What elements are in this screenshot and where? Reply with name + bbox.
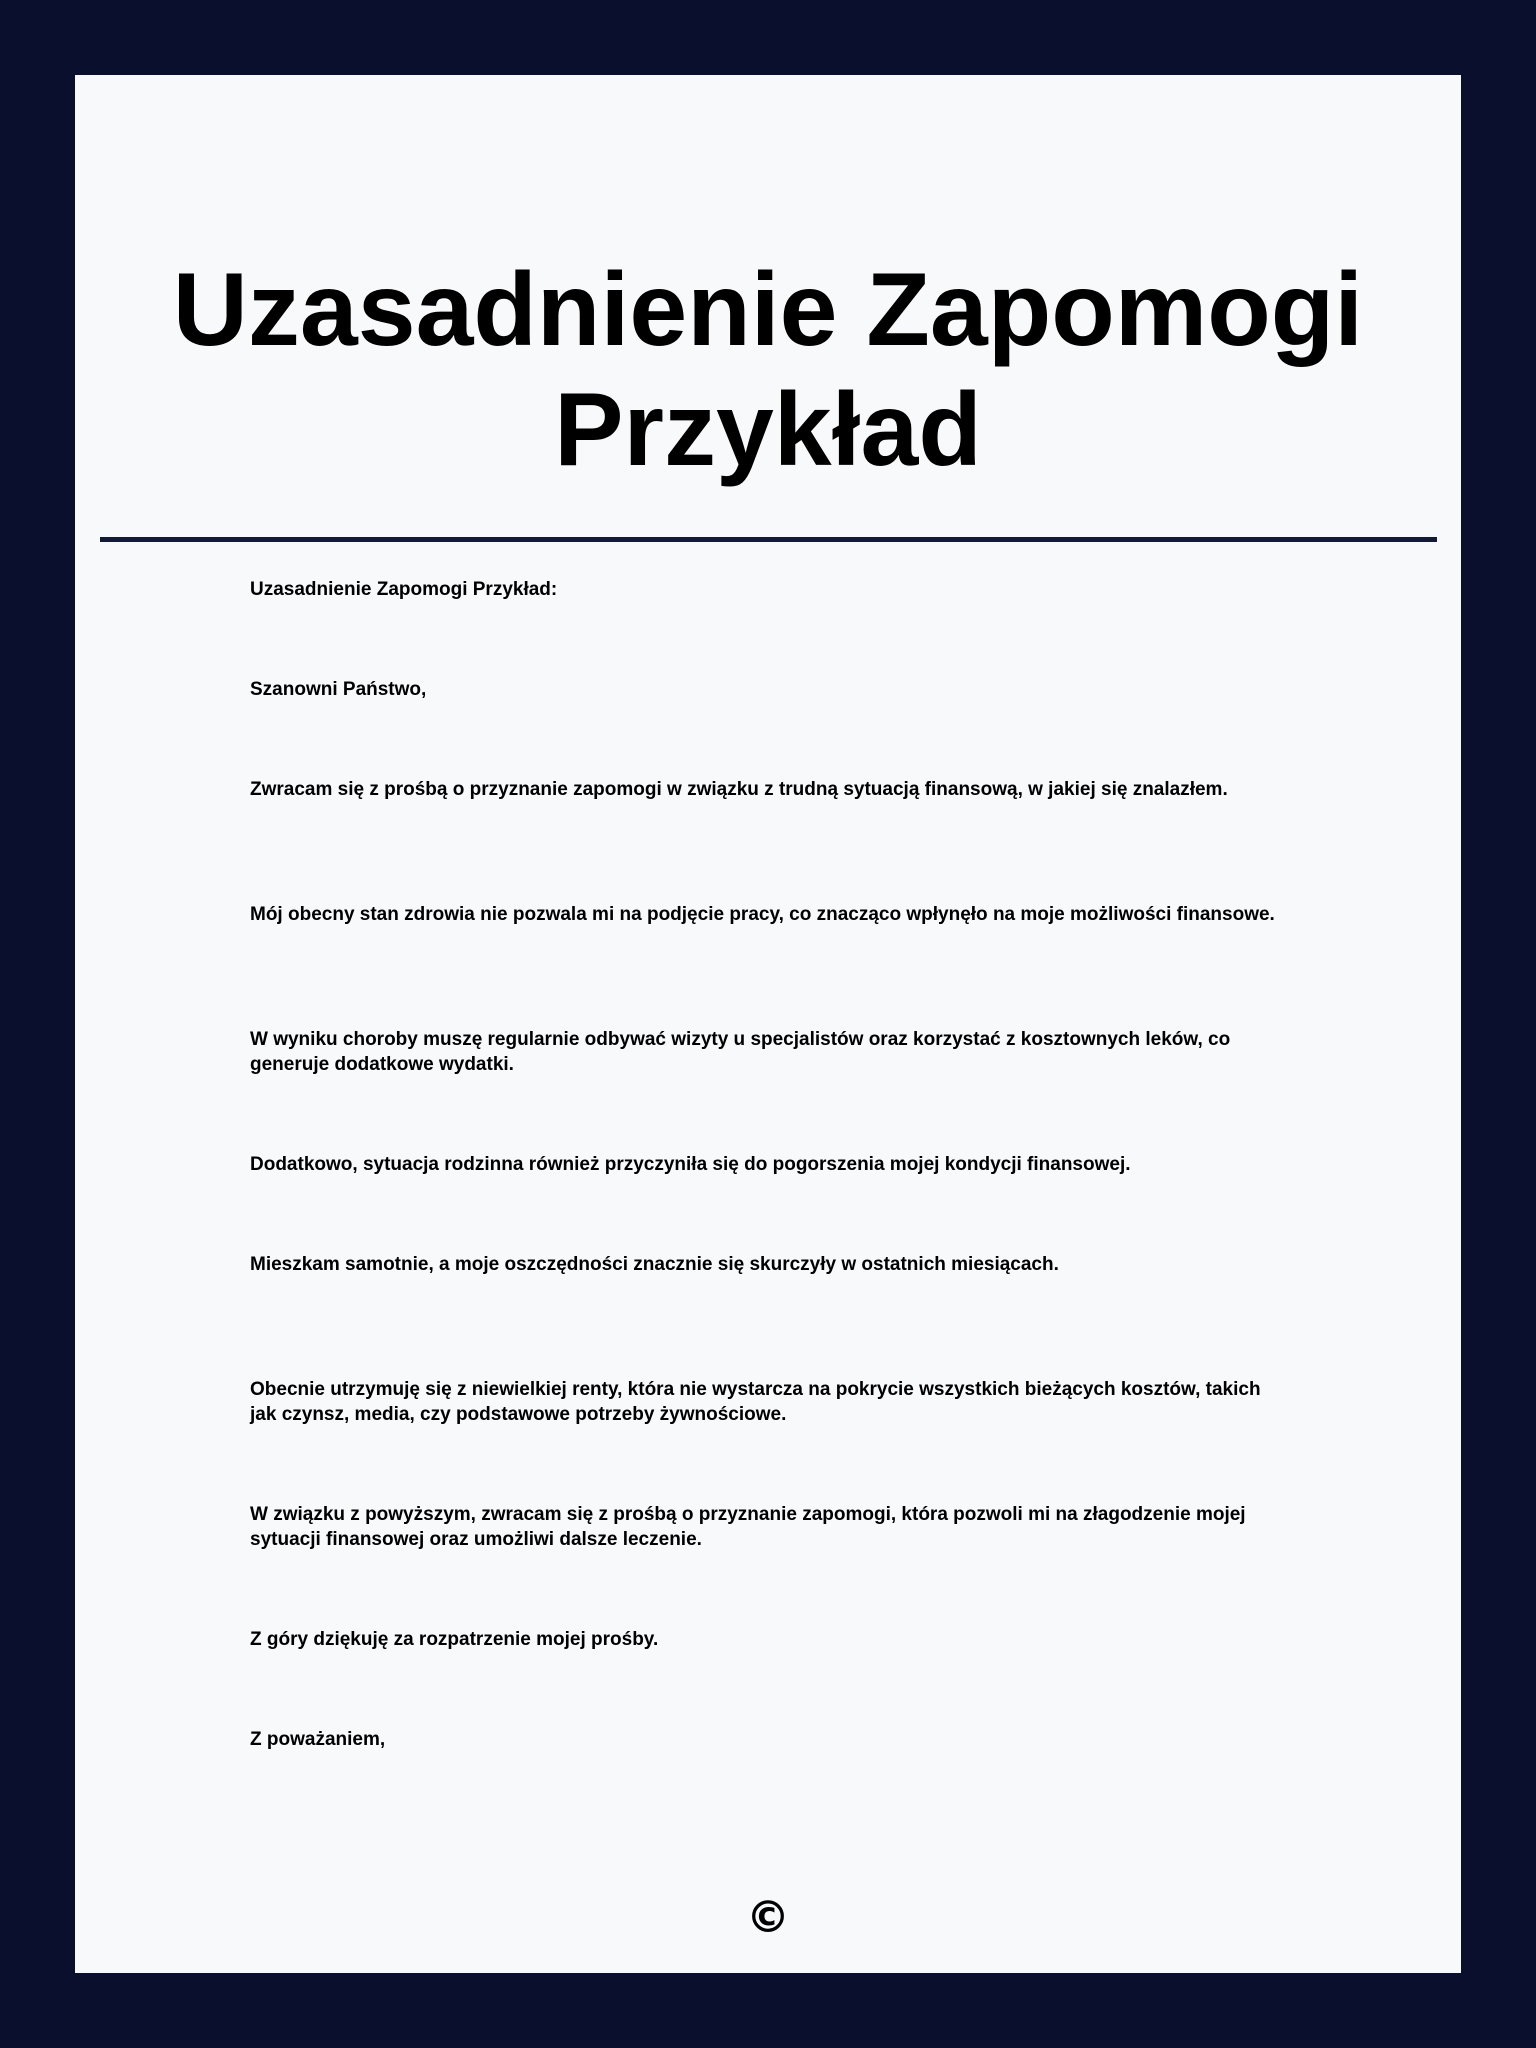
paragraph-closing: Z poważaniem,: [250, 1729, 386, 1750]
paragraph-heading: Uzasadnienie Zapomogi Przykład:: [250, 579, 558, 600]
paragraph-conclusion: W związku z powyższym, zwracam się z prośbą o przyznanie zapomogi, która pozwoli mi na złagodzenie mojej sytuacji finansowej oraz umożliwi dalsze leczenie.: [250, 1504, 1246, 1550]
paragraph-family: Dodatkowo, sytuacja rodzinna również przyczyniła się do pogorszenia mojej kondycji finansowej.: [250, 1154, 1131, 1175]
paragraph-health: Mój obecny stan zdrowia nie pozwala mi na podjęcie pracy, co znacząco wpłynęło na moje możliwości finansowe.: [250, 904, 1275, 925]
paragraph-pension: Obecnie utrzymuję się z niewielkiej renty, która nie wystarcza na pokrycie wszystkich bieżących kosztów, takich jak czynsz, media, czy podstawowe potrzeby żywnościowe.: [250, 1379, 1261, 1425]
title-divider: [100, 537, 1437, 542]
paragraph-savings: Mieszkam samotnie, a moje oszczędności znacznie się skurczyły w ostatnich miesiącach.: [250, 1254, 1059, 1275]
paragraph-request: Zwracam się z prośbą o przyznanie zapomogi w związku z trudną sytuacją finansową, w jakiej się znalazłem.: [250, 779, 1228, 800]
document-title: Uzasadnienie Zapomogi Przykład: [172, 252, 1364, 488]
paragraph-salutation: Szanowni Państwo,: [250, 679, 427, 700]
document-page: [75, 75, 1461, 1973]
paragraph-thanks: Z góry dziękuję za rozpatrzenie mojej prośby.: [250, 1629, 659, 1650]
copyright-icon: ©: [746, 1892, 790, 1943]
paragraph-expenses: W wyniku choroby muszę regularnie odbywać wizyty u specjalistów oraz korzystać z kosztownych leków, co generuje dodatkowe wydatki.: [250, 1029, 1231, 1075]
